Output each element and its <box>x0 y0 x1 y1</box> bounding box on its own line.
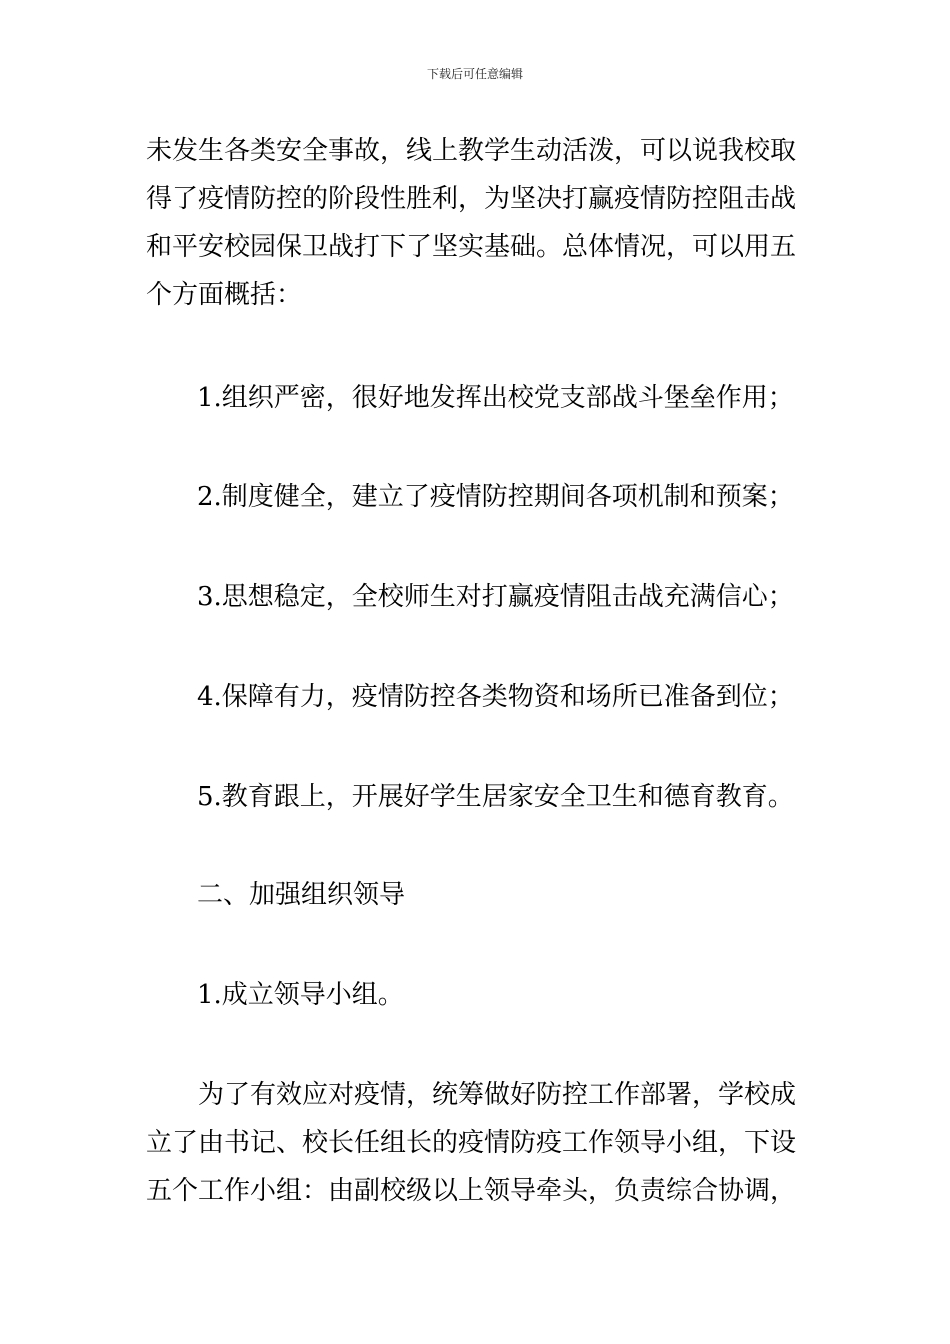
intro-line: 个方面概括： <box>146 280 303 310</box>
summary-item-4: 4.保障有力，疫情防控各类物资和场所已准备到位； <box>197 682 794 712</box>
section-heading: 二、加强组织领导 <box>197 880 406 910</box>
intro-line: 和平安校园保卫战打下了坚实基础。总体情况，可以用五 <box>146 232 797 262</box>
subsection-heading: 1.成立领导小组。 <box>197 980 404 1010</box>
summary-item-5: 5.教育跟上，开展好学生居家安全卫生和德育教育。 <box>197 782 794 812</box>
closing-line: 立了由书记、校长任组长的疫情防疫工作领导小组，下设 <box>146 1128 797 1158</box>
closing-line: 为了有效应对疫情，统筹做好防控工作部署，学校成 <box>146 1080 797 1110</box>
summary-item-3: 3.思想稳定，全校师生对打赢疫情阻击战充满信心； <box>197 582 794 612</box>
intro-line: 得了疫情防控的阶段性胜利，为坚决打赢疫情防控阻击战 <box>146 184 797 214</box>
summary-item-2: 2.制度健全，建立了疫情防控期间各项机制和预案； <box>197 482 794 512</box>
intro-paragraph <box>146 127 808 319</box>
closing-paragraph <box>146 1071 808 1215</box>
closing-line: 五个工作小组：由副校级以上领导牵头，负责综合协调， <box>146 1176 797 1206</box>
intro-line: 未发生各类安全事故，线上教学生动活泼，可以说我校取 <box>146 136 797 166</box>
page-header-note: 下载后可任意编辑 <box>426 67 523 81</box>
summary-item-1: 1.组织严密，很好地发挥出校党支部战斗堡垒作用； <box>197 383 794 413</box>
